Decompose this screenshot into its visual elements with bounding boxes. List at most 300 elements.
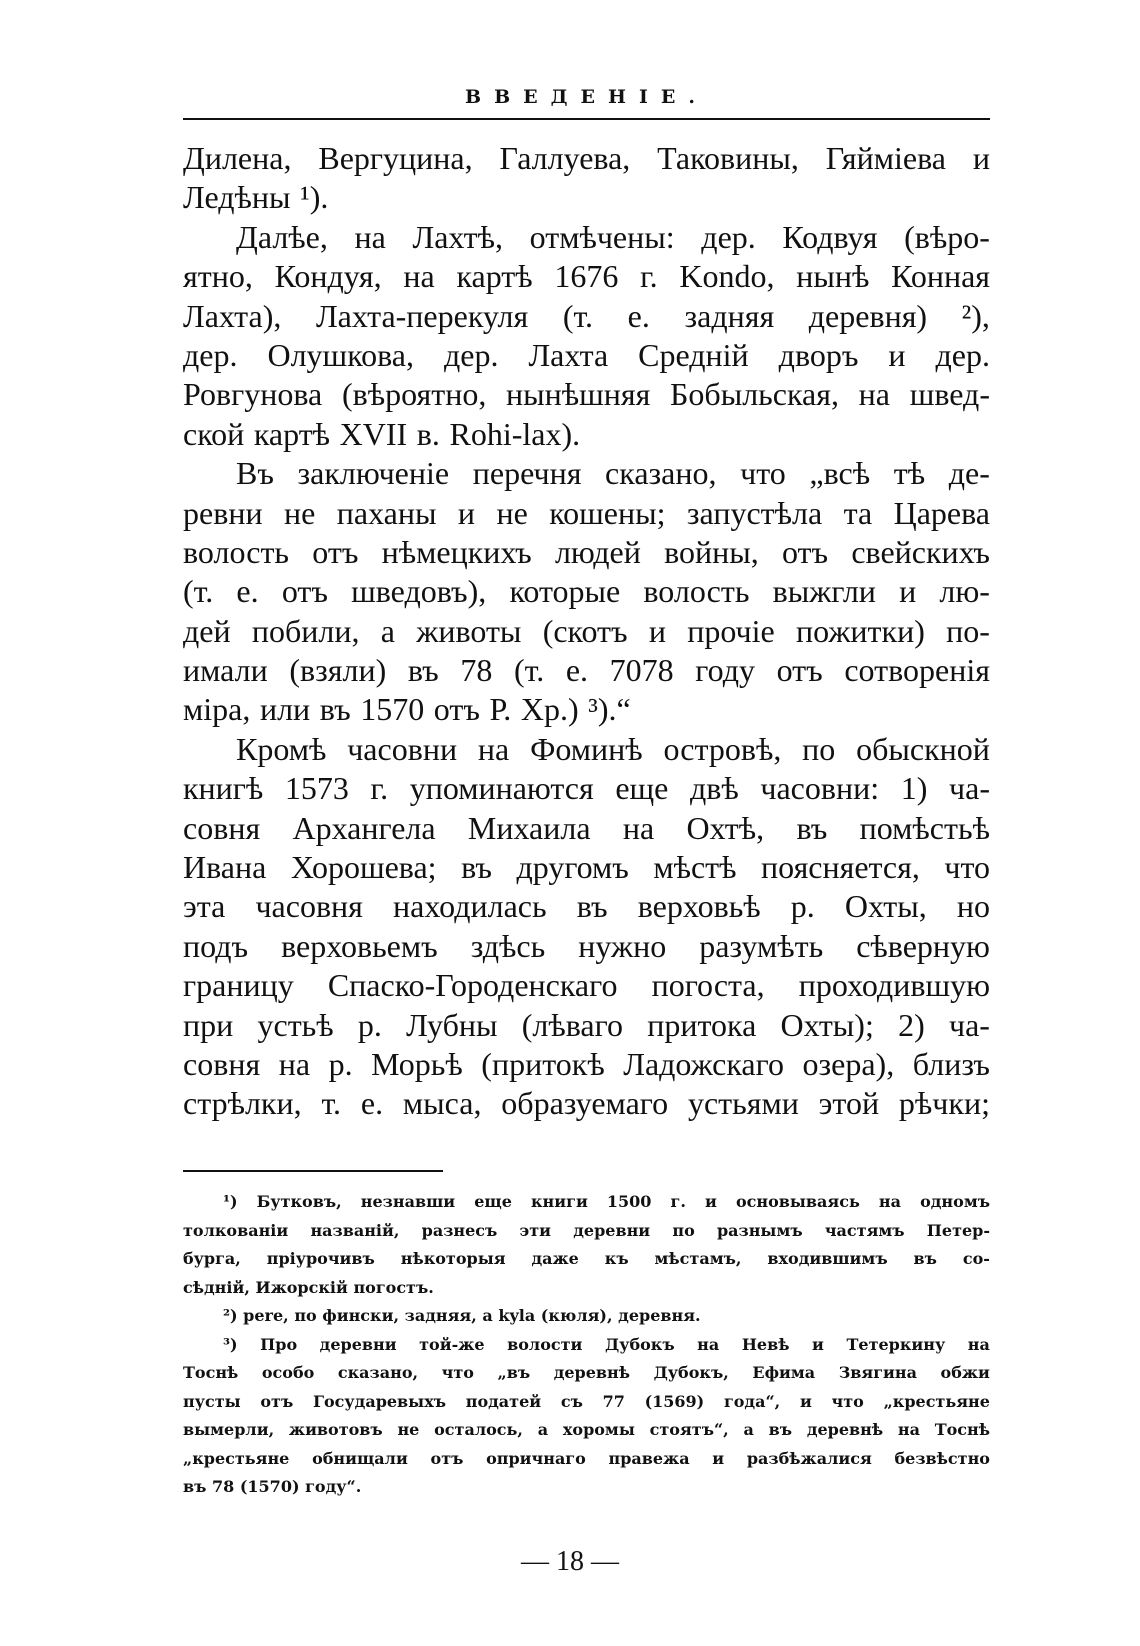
- word: обжи: [940, 1363, 990, 1382]
- word: ³).“: [588, 691, 631, 728]
- word: де-: [948, 455, 990, 492]
- word: 78: [460, 652, 493, 689]
- word: еще: [474, 1192, 512, 1211]
- text-line: [183, 572, 990, 611]
- word: Rohi-lax).: [449, 415, 581, 452]
- word: нынѣшняя: [506, 376, 651, 413]
- word: Царева: [893, 494, 990, 531]
- word: людей: [554, 533, 641, 570]
- word: задняя: [684, 297, 775, 334]
- word: Невѣ: [741, 1334, 790, 1354]
- word: и: [812, 1334, 824, 1354]
- word: ¹).: [300, 179, 329, 216]
- page-number: — 18 —: [521, 1546, 619, 1577]
- word: ча-: [948, 1006, 990, 1043]
- word: ревни: [183, 494, 263, 531]
- word: съ: [560, 1391, 583, 1411]
- word: (т.: [183, 573, 214, 610]
- word: совня: [183, 809, 261, 846]
- word: е.: [360, 1085, 384, 1122]
- word: Ровгунова: [183, 376, 323, 413]
- text-line: [183, 612, 990, 651]
- text-line: [183, 887, 990, 926]
- word: Про: [260, 1334, 298, 1354]
- word: Архангела: [292, 809, 436, 846]
- footnote-rule: [183, 1170, 443, 1172]
- word: верховьѣ: [637, 888, 761, 925]
- word: Лахтѣ,: [412, 218, 503, 255]
- word: Спаско-Городенскаго: [327, 967, 618, 1004]
- word: сотворенія: [844, 652, 990, 689]
- word: 1573: [284, 770, 349, 807]
- word: подъ: [183, 927, 249, 964]
- word: что: [740, 455, 786, 492]
- word: Р.: [489, 691, 512, 728]
- word: сѣверную: [856, 927, 990, 964]
- word: Звягина: [838, 1363, 917, 1382]
- word: задняя,: [404, 1306, 477, 1325]
- word: (взяли): [289, 652, 387, 689]
- word: эти: [519, 1220, 552, 1240]
- word: въ: [576, 888, 608, 925]
- word: здѣсь: [470, 927, 546, 964]
- word: ской: [183, 415, 245, 452]
- footnotes: [183, 1188, 990, 1502]
- word: на: [354, 218, 386, 255]
- word: островѣ,: [663, 730, 782, 767]
- word: перечня: [472, 455, 582, 492]
- word: разбѣжалися: [746, 1448, 872, 1468]
- word: отъ: [776, 652, 823, 689]
- text-line: [183, 218, 990, 257]
- text-line: [183, 533, 990, 572]
- word: г.: [370, 770, 389, 807]
- word: на: [878, 1192, 901, 1211]
- word: Кромѣ: [236, 730, 327, 767]
- word: помѣстьѣ: [859, 809, 990, 846]
- text-line: [183, 178, 990, 217]
- word: е.: [236, 573, 259, 610]
- word: свейскихъ: [851, 533, 990, 570]
- word: запустѣла: [686, 494, 823, 531]
- footnote-line: [183, 1359, 990, 1388]
- word: правежа: [608, 1448, 690, 1468]
- word: та: [843, 494, 873, 531]
- word: что: [944, 849, 990, 886]
- header-rule: [183, 118, 990, 120]
- footnote-line: [183, 1388, 990, 1417]
- word: отъ: [781, 533, 829, 570]
- word: прочіе: [687, 612, 775, 649]
- word: картѣ: [456, 258, 533, 295]
- word: 1570: [360, 691, 425, 728]
- text-line: [183, 809, 990, 848]
- text-line: [183, 651, 990, 690]
- word: дей: [183, 612, 231, 649]
- word: сказано,: [605, 455, 717, 492]
- word: книги: [531, 1192, 588, 1211]
- text-line: [183, 927, 990, 966]
- word: дер.: [443, 336, 499, 373]
- footnote-line: [183, 1445, 990, 1474]
- word: деревнѣ: [806, 1420, 884, 1439]
- word: дер.: [935, 336, 990, 373]
- word: имали: [183, 652, 268, 689]
- footnote-line: [183, 1473, 990, 1502]
- word: (т.: [562, 297, 594, 334]
- word: кошены;: [549, 494, 666, 531]
- word: находилась: [393, 888, 547, 925]
- word: мѣстѣ: [653, 849, 737, 886]
- word: не: [496, 494, 528, 531]
- text-line: [183, 494, 990, 533]
- word: бурга,: [183, 1249, 241, 1268]
- footnote-line: [183, 1416, 990, 1445]
- text-line: [183, 966, 990, 1005]
- word: отъ: [260, 1391, 294, 1411]
- word: что: [441, 1363, 474, 1382]
- word: шведовъ),: [351, 573, 487, 610]
- word: часовни: [347, 730, 458, 767]
- word: Тоснѣ: [183, 1363, 239, 1382]
- word: въ: [183, 1477, 207, 1496]
- word: нужно: [578, 927, 667, 964]
- word: 2): [898, 1006, 925, 1043]
- word: Тетеркину: [846, 1334, 946, 1354]
- footnote-line: [183, 1331, 990, 1360]
- word: Морьѣ: [371, 1045, 463, 1082]
- word: Ледѣны: [183, 179, 291, 216]
- word: Бобыльская,: [670, 376, 839, 413]
- word: р.: [790, 888, 815, 925]
- word: „крестьяне: [183, 1448, 290, 1468]
- word: пріурочивъ: [266, 1249, 375, 1268]
- word: Таковины,: [657, 140, 799, 176]
- word: 7078: [609, 652, 674, 689]
- word: мѣстамъ,: [654, 1249, 742, 1268]
- word: Государевыхъ: [312, 1391, 447, 1411]
- word: осталось,: [434, 1420, 523, 1439]
- word: в.: [416, 415, 440, 452]
- word: Бутковъ,: [256, 1192, 342, 1211]
- word: волость: [643, 573, 750, 610]
- word: по: [802, 730, 836, 767]
- word: Дубокъ,: [653, 1363, 729, 1382]
- text-line: [183, 415, 990, 454]
- word: Ефима: [752, 1363, 816, 1382]
- word: сѣдній,: [183, 1277, 250, 1297]
- text-line: [183, 257, 990, 296]
- word: г.: [670, 1192, 686, 1211]
- word: но: [956, 888, 990, 925]
- word: ²): [223, 1306, 238, 1325]
- word: и: [888, 336, 906, 373]
- word: году: [695, 652, 755, 689]
- word: нѣмецкихъ: [381, 533, 532, 570]
- word: Вергуцина,: [318, 140, 473, 176]
- word: деревни: [319, 1334, 397, 1354]
- word: ятно,: [183, 258, 253, 295]
- word: ³): [223, 1334, 238, 1354]
- word: на: [622, 809, 655, 846]
- word: со-: [962, 1249, 990, 1268]
- word: и: [972, 140, 990, 176]
- word: по: [294, 1306, 317, 1325]
- word: на: [858, 376, 890, 413]
- word: Кодвуя: [782, 218, 878, 255]
- word: толкованіи: [183, 1220, 289, 1240]
- word: разумѣть: [699, 927, 824, 964]
- word: (1569): [644, 1391, 705, 1411]
- word: дер.: [701, 218, 756, 255]
- word: деревни: [573, 1220, 651, 1240]
- word: близъ: [912, 1045, 990, 1082]
- word: тѣ: [893, 455, 926, 492]
- word: Хр.): [520, 691, 579, 728]
- word: (притокѣ: [481, 1045, 605, 1082]
- word: е.: [565, 652, 589, 689]
- word: Лахта),: [183, 297, 282, 334]
- word: на: [967, 1334, 990, 1354]
- word: р.: [357, 1006, 382, 1043]
- word: одномъ: [920, 1192, 990, 1211]
- text-line: [183, 690, 990, 729]
- word: въ: [913, 1249, 937, 1268]
- word: пусты: [183, 1391, 241, 1411]
- word: не: [283, 494, 316, 531]
- word: pere,: [243, 1306, 289, 1325]
- word: нѣкоторыя: [400, 1249, 506, 1268]
- word: разнымъ: [716, 1220, 803, 1240]
- word: е.: [627, 297, 650, 334]
- word: эта: [183, 888, 226, 925]
- word: мыса,: [402, 1085, 482, 1122]
- word: и: [648, 612, 666, 649]
- word: образуемаго: [501, 1085, 669, 1122]
- word: той-же: [419, 1334, 485, 1354]
- word: частямъ: [824, 1220, 905, 1240]
- word: Охтѣ,: [686, 809, 765, 846]
- word: незнавши: [360, 1192, 456, 1211]
- word: и: [712, 1448, 725, 1468]
- word: 1500: [606, 1192, 652, 1211]
- word: Охты);: [780, 1006, 874, 1043]
- word: волость: [183, 533, 290, 570]
- word: (1570): [239, 1477, 300, 1496]
- word: и: [899, 573, 917, 610]
- word: (лѣваго: [521, 1006, 623, 1043]
- word: еще: [615, 770, 669, 807]
- word: (т.: [513, 652, 545, 689]
- word: Галлуева,: [499, 140, 631, 176]
- text-line: [183, 297, 990, 336]
- word: а: [743, 1420, 754, 1439]
- word: „въ: [497, 1363, 531, 1382]
- word: границу: [183, 967, 294, 1004]
- word: притока: [647, 1006, 757, 1043]
- footnote-line: [183, 1302, 990, 1331]
- running-head: ВВЕДЕНІЕ.: [465, 86, 708, 108]
- word: двѣ: [689, 770, 739, 807]
- word: къ: [604, 1249, 629, 1268]
- word: побили,: [251, 612, 360, 649]
- word: картѣ: [253, 415, 331, 452]
- word: сказано,: [337, 1363, 419, 1382]
- word: хоромы: [562, 1420, 635, 1439]
- word: 1676: [554, 258, 619, 295]
- word: рѣчки;: [898, 1085, 990, 1122]
- footnote-line: [183, 1188, 990, 1217]
- word: отмѣчены:: [529, 218, 675, 255]
- footnote-line: [183, 1274, 990, 1303]
- word: погостъ.: [353, 1277, 434, 1297]
- word: этой: [818, 1085, 880, 1122]
- word: р.: [328, 1045, 353, 1082]
- footnote-line: [183, 1245, 990, 1274]
- word: другомъ: [516, 849, 629, 886]
- word: животы: [416, 612, 522, 649]
- word: верховьемъ: [281, 927, 438, 964]
- word: основываясь: [735, 1192, 860, 1211]
- word: 77: [602, 1391, 625, 1411]
- word: Тоснѣ: [934, 1420, 990, 1439]
- word: по-: [946, 612, 990, 649]
- word: Охты,: [844, 888, 927, 925]
- word: Лубны: [406, 1006, 498, 1043]
- word: въ: [461, 849, 492, 886]
- word: совня: [183, 1045, 261, 1082]
- text-line: [183, 336, 990, 375]
- word: г.: [640, 258, 658, 295]
- word: (скотъ: [542, 612, 628, 649]
- text-line: [183, 1006, 990, 1045]
- word: ¹): [223, 1192, 238, 1211]
- word: проходившую: [798, 967, 990, 1004]
- word: Фоминѣ: [530, 730, 643, 767]
- text-line: [183, 848, 990, 887]
- word: безвѣстно: [894, 1448, 990, 1468]
- text-line: [183, 139, 990, 178]
- word: Ивана: [183, 849, 267, 886]
- body-text: [183, 139, 990, 1124]
- word: Дилена,: [183, 140, 292, 176]
- word: Дубокъ: [604, 1334, 675, 1354]
- word: разнесъ: [421, 1220, 498, 1240]
- footnote-line: [183, 1217, 990, 1246]
- word: Михаила: [467, 809, 591, 846]
- word: Кондуя,: [274, 258, 382, 295]
- word: XVII: [339, 415, 408, 452]
- word: году“.: [305, 1477, 362, 1496]
- text-line: [183, 454, 990, 493]
- word: животовъ: [288, 1420, 383, 1439]
- word: въ: [407, 652, 439, 689]
- word: которые: [509, 573, 621, 610]
- word: Олушкова,: [267, 336, 414, 373]
- word: и: [705, 1192, 717, 1211]
- word: вымерли,: [183, 1420, 275, 1439]
- word: kyla: [498, 1306, 536, 1325]
- word: нынѣ: [796, 258, 870, 295]
- word: на: [477, 730, 510, 767]
- word: деревнѣ: [553, 1363, 630, 1382]
- word: стрѣлки,: [183, 1085, 302, 1122]
- word: (вѣроятно,: [341, 376, 487, 413]
- word: Ижорскій: [255, 1277, 348, 1297]
- word: устьѣ: [257, 1006, 334, 1043]
- word: книгѣ: [183, 770, 264, 807]
- word: (кюля),: [540, 1306, 613, 1325]
- word: погоста,: [651, 967, 765, 1004]
- word: волости: [507, 1334, 583, 1354]
- word: въ: [319, 691, 351, 728]
- word: а: [482, 1306, 493, 1325]
- word: Гяйміева: [825, 140, 946, 176]
- word: Лахта: [528, 336, 609, 373]
- word: Въ: [236, 455, 274, 492]
- word: часовня: [255, 888, 363, 925]
- word: дворъ: [778, 336, 859, 373]
- word: упоминаются: [409, 770, 594, 807]
- word: Хорошева;: [290, 849, 437, 886]
- word: Ладожскаго: [623, 1045, 784, 1082]
- text-line: [183, 375, 990, 414]
- word: на: [278, 1045, 311, 1082]
- word: и: [799, 1391, 812, 1411]
- word: отъ: [312, 533, 359, 570]
- word: войны,: [664, 533, 759, 570]
- word: деревня): [808, 297, 928, 334]
- word: входившимъ: [767, 1249, 888, 1268]
- word: отъ: [430, 1448, 464, 1468]
- word: отъ: [281, 573, 328, 610]
- word: на: [897, 1420, 920, 1439]
- word: года“,: [723, 1391, 781, 1411]
- word: Среднiй: [638, 336, 749, 373]
- word: отъ: [433, 691, 480, 728]
- text-line: [183, 769, 990, 808]
- word: названій,: [310, 1220, 400, 1240]
- word: швед-: [909, 376, 990, 413]
- word: на: [403, 258, 435, 295]
- word: даже: [531, 1249, 579, 1268]
- word: выжгли: [772, 573, 876, 610]
- word: ча-: [949, 770, 990, 807]
- word: не: [397, 1420, 420, 1439]
- word: (вѣро-: [904, 218, 990, 255]
- word: 1): [900, 770, 928, 807]
- word: деревня.: [618, 1306, 701, 1325]
- word: Петер-: [926, 1220, 990, 1240]
- word: особо: [261, 1363, 315, 1382]
- word: или: [259, 691, 311, 728]
- word: Kondo,: [679, 258, 775, 295]
- word: обыскной: [856, 730, 990, 767]
- text-line: [183, 730, 990, 769]
- word: поясняется,: [761, 849, 920, 886]
- word: по: [672, 1220, 695, 1240]
- word: міра,: [183, 691, 251, 728]
- word: Далѣе,: [236, 218, 328, 255]
- text-line: [183, 1045, 990, 1084]
- word: а: [537, 1420, 549, 1439]
- word: паханы: [336, 494, 437, 531]
- word: и: [457, 494, 476, 531]
- word: заключеніе: [297, 455, 450, 492]
- word: „крестьяне: [883, 1391, 990, 1411]
- word: ²),: [961, 297, 990, 334]
- word: податей: [465, 1391, 542, 1411]
